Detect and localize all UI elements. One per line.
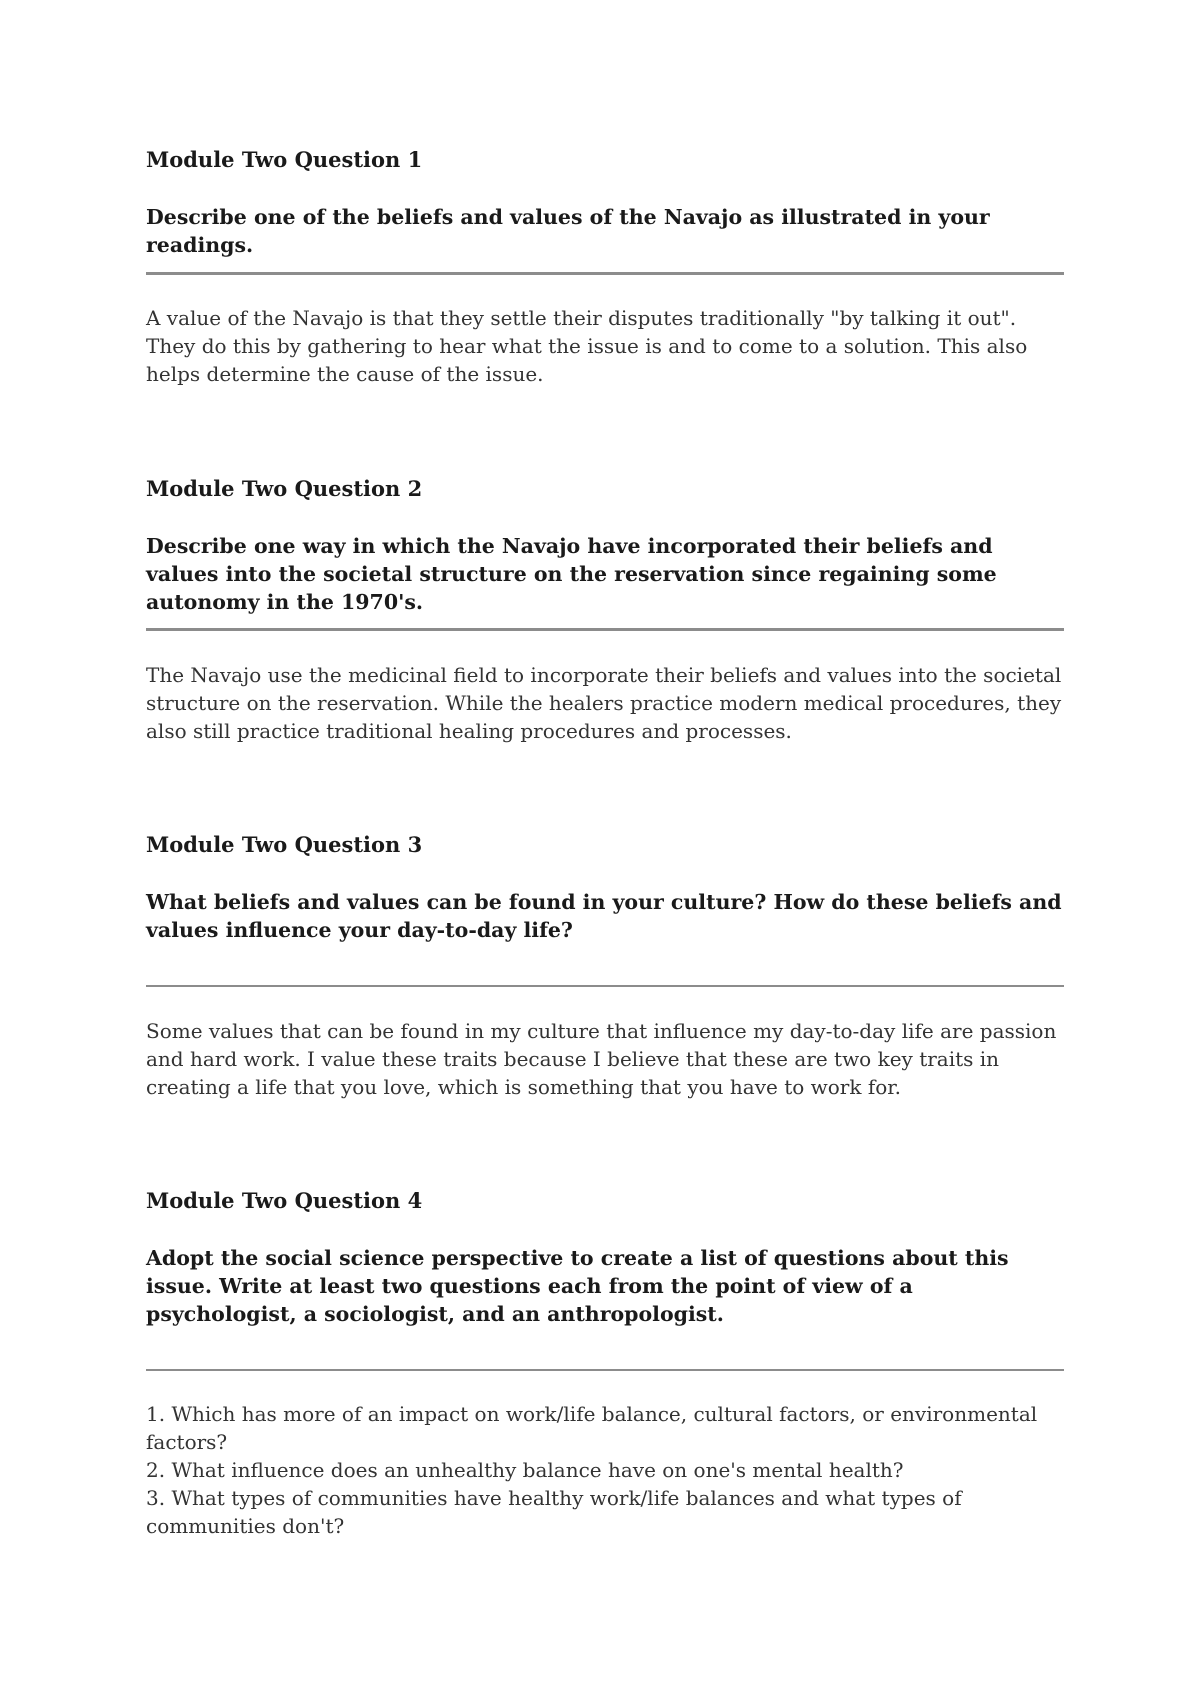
question-title: Module Two Question 4 (146, 1188, 423, 1213)
question-prompt: What beliefs and values can be found in your culture? How do these beliefs and values influence your day-to-day life? (146, 890, 1062, 942)
answer-list (146, 1400, 1064, 1540)
answer-divider (146, 985, 1064, 987)
answer-text: Some values that can be found in my culture that influence my day-to-day life are passion and hard work. I value these traits because I believe that these are two key traits in creating a life that you love, which is something that you have to work for. (146, 1019, 1057, 1099)
answer-divider (146, 272, 1064, 275)
answer-list-item: 1. Which has more of an impact on work/life balance, cultural factors, or environmental factors? (146, 1402, 1038, 1454)
question-prompt: Describe one way in which the Navajo have incorporated their beliefs and values into the societal structure on the reservation since regaining some autonomy in the 1970's. (146, 534, 997, 614)
answer-text: The Navajo use the medicinal field to incorporate their beliefs and values into the societal structure on the reservation. While the healers practice modern medical procedures, they also still practice traditional healing procedures and processes. (146, 663, 1062, 743)
question-prompt: Describe one of the beliefs and values of the Navajo as illustrated in your readings. (146, 205, 990, 257)
answer-divider (146, 628, 1064, 631)
answer-divider (146, 1369, 1064, 1371)
question-title: Module Two Question 2 (146, 476, 423, 501)
answer-text: A value of the Navajo is that they settle their disputes traditionally "by talking it out". They do this by gathering to hear what the issue is and to come to a solution. This also helps determine the cause of the issue. (146, 306, 1028, 386)
answer-list-item: 2. What influence does an unhealthy balance have on one's mental health? (146, 1458, 904, 1482)
question-title: Module Two Question 1 (146, 147, 423, 172)
question-title: Module Two Question 3 (146, 832, 423, 857)
question-prompt: Adopt the social science perspective to create a list of questions about this issue. Write at least two questions each from the point of view of a psychologist, a sociologist, and an anthropologist. (146, 1246, 1009, 1326)
answer-list-item: 3. What types of communities have healthy work/life balances and what types of communities don't? (146, 1486, 962, 1538)
